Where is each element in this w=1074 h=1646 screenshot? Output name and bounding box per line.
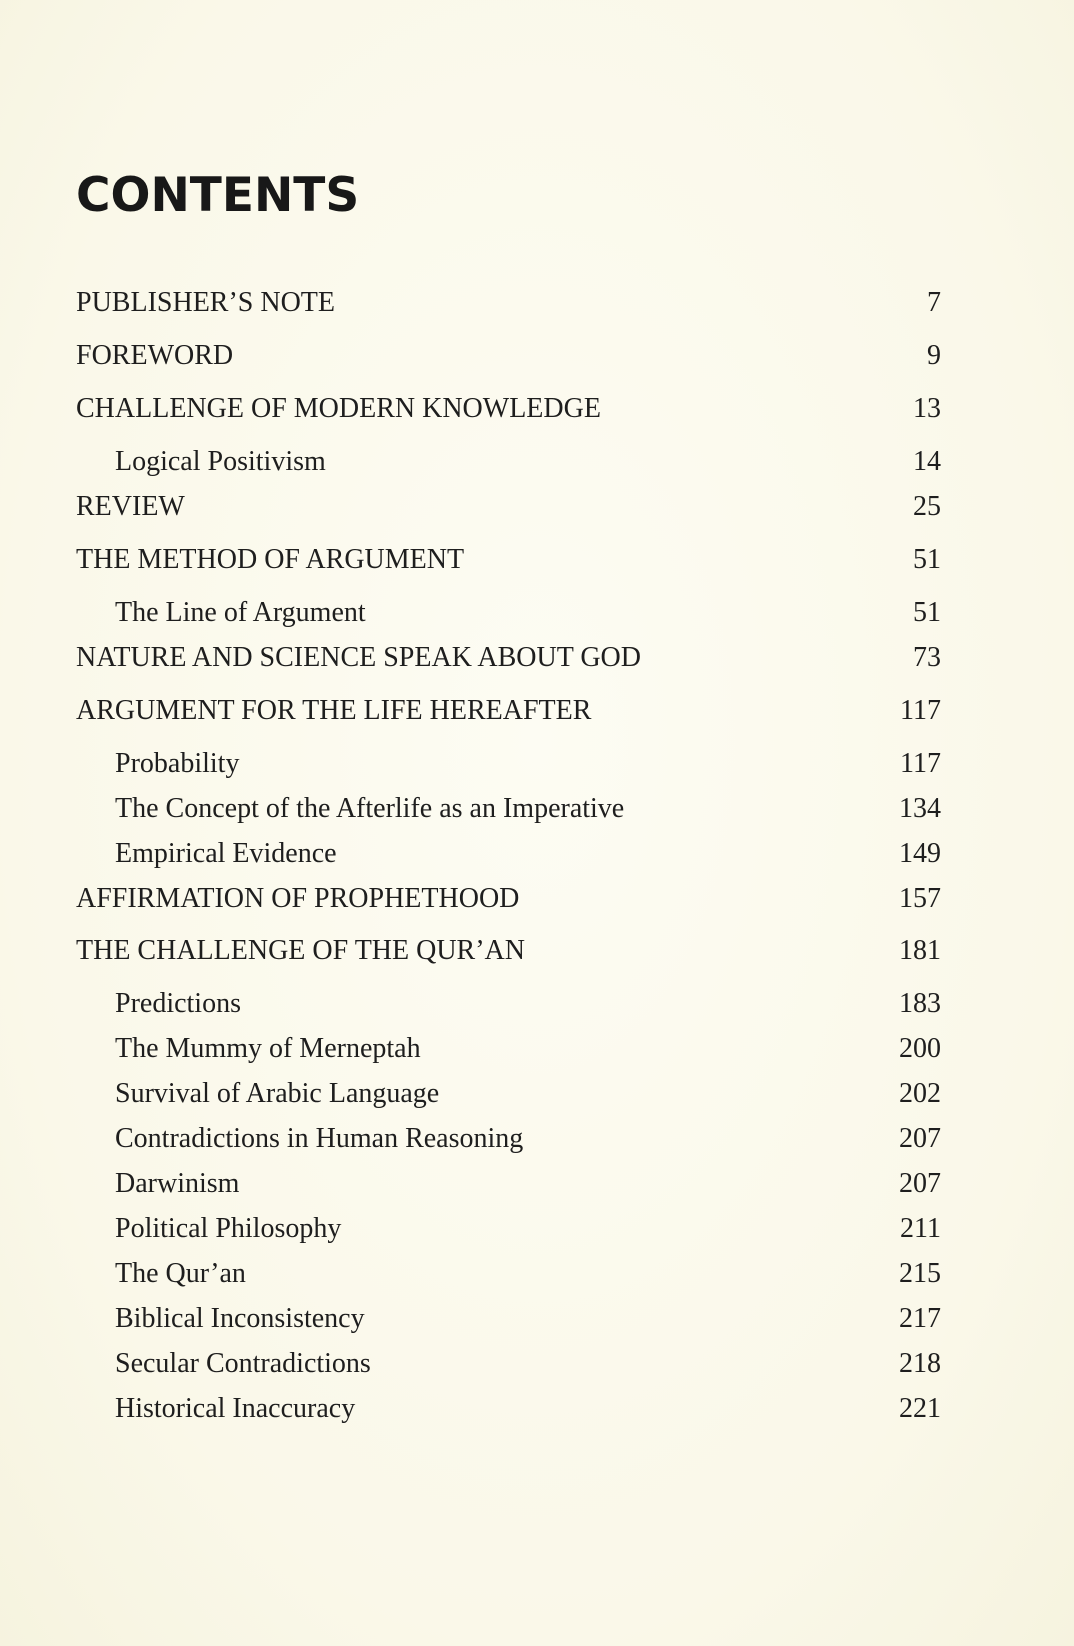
toc-subsection-entry [0, 442, 1074, 482]
toc-entry-title: Darwinism [115, 1168, 240, 1199]
toc-page-number: 202 [899, 1078, 941, 1109]
toc-page-number: 218 [899, 1348, 941, 1379]
toc-chapter-entry [0, 931, 1074, 971]
toc-page-number: 73 [913, 642, 941, 673]
toc-subsection-entry [0, 1344, 1074, 1384]
toc-subsection-entry [0, 1299, 1074, 1339]
toc-chapter-entry [0, 389, 1074, 429]
toc-page-number: 183 [899, 988, 941, 1019]
toc-entry-title: Contradictions in Human Reasoning [115, 1123, 524, 1154]
toc-page-number: 134 [899, 793, 941, 824]
toc-page-number: 157 [899, 883, 941, 914]
toc-page-number: 207 [899, 1168, 941, 1199]
toc-entry-title: The Line of Argument [115, 597, 366, 628]
toc-entry-title: Survival of Arabic Language [115, 1078, 440, 1109]
toc-entry-title: PUBLISHER’S NOTE [76, 287, 336, 318]
toc-page-number: 13 [913, 393, 941, 424]
toc-chapter-entry [0, 879, 1074, 919]
toc-chapter-entry [0, 283, 1074, 323]
toc-page-number: 211 [900, 1213, 941, 1244]
toc-entry-title: Biblical Inconsistency [115, 1303, 365, 1334]
toc-chapter-entry [0, 487, 1074, 527]
toc-subsection-entry [0, 1029, 1074, 1069]
toc-entry-title: Political Philosophy [115, 1213, 342, 1244]
toc-entry-title: Logical Positivism [115, 446, 326, 477]
toc-subsection-entry [0, 789, 1074, 829]
toc-page-number: 207 [899, 1123, 941, 1154]
toc-page-number: 117 [900, 748, 941, 779]
toc-subsection-entry [0, 593, 1074, 633]
toc-page-number: 181 [899, 935, 941, 966]
toc-entry-title: NATURE AND SCIENCE SPEAK ABOUT GOD [76, 642, 641, 673]
toc-entry-title: Empirical Evidence [115, 838, 337, 869]
toc-entry-title: AFFIRMATION OF PROPHETHOOD [76, 883, 520, 914]
toc-page-number: 217 [899, 1303, 941, 1334]
toc-entry-title: THE METHOD OF ARGUMENT [76, 544, 465, 575]
toc-subsection-entry [0, 1074, 1074, 1114]
toc-subsection-entry [0, 1119, 1074, 1159]
toc-chapter-entry [0, 540, 1074, 580]
toc-subsection-entry [0, 1209, 1074, 1249]
toc-subsection-entry [0, 834, 1074, 874]
toc-entry-title: ARGUMENT FOR THE LIFE HEREAFTER [76, 695, 592, 726]
toc-page-number: 200 [899, 1033, 941, 1064]
toc-chapter-entry [0, 691, 1074, 731]
toc-page-number: 51 [913, 544, 941, 575]
toc-entry-title: CHALLENGE OF MODERN KNOWLEDGE [76, 393, 601, 424]
toc-page-number: 7 [927, 287, 941, 318]
toc-entry-title: Secular Contradictions [115, 1348, 371, 1379]
toc-page-number: 117 [900, 695, 941, 726]
toc-page-number: 215 [899, 1258, 941, 1289]
toc-subsection-entry [0, 1389, 1074, 1429]
toc-entry-title: REVIEW [76, 491, 185, 522]
toc-entry-title: The Qur’an [115, 1258, 246, 1289]
toc-entry-title: The Mummy of Merneptah [115, 1033, 421, 1064]
page-title: CONTENTS [76, 168, 360, 223]
toc-chapter-entry [0, 336, 1074, 376]
toc-entry-title: FOREWORD [76, 340, 234, 371]
toc-entry-title: The Concept of the Afterlife as an Imperative [115, 793, 625, 824]
toc-subsection-entry [0, 984, 1074, 1024]
toc-entry-title: Predictions [115, 988, 241, 1019]
toc-page-number: 221 [899, 1393, 941, 1424]
toc-subsection-entry [0, 1254, 1074, 1294]
toc-page-number: 14 [913, 446, 941, 477]
toc-entry-title: Probability [115, 748, 240, 779]
toc-subsection-entry [0, 744, 1074, 784]
toc-subsection-entry [0, 1164, 1074, 1204]
toc-chapter-entry [0, 638, 1074, 678]
toc-page-number: 51 [913, 597, 941, 628]
toc-page-number: 25 [913, 491, 941, 522]
toc-page-number: 9 [927, 340, 941, 371]
toc-entry-title: Historical Inaccuracy [115, 1393, 356, 1424]
toc-entry-title: THE CHALLENGE OF THE QUR’AN [76, 935, 525, 966]
toc-page-number: 149 [899, 838, 941, 869]
